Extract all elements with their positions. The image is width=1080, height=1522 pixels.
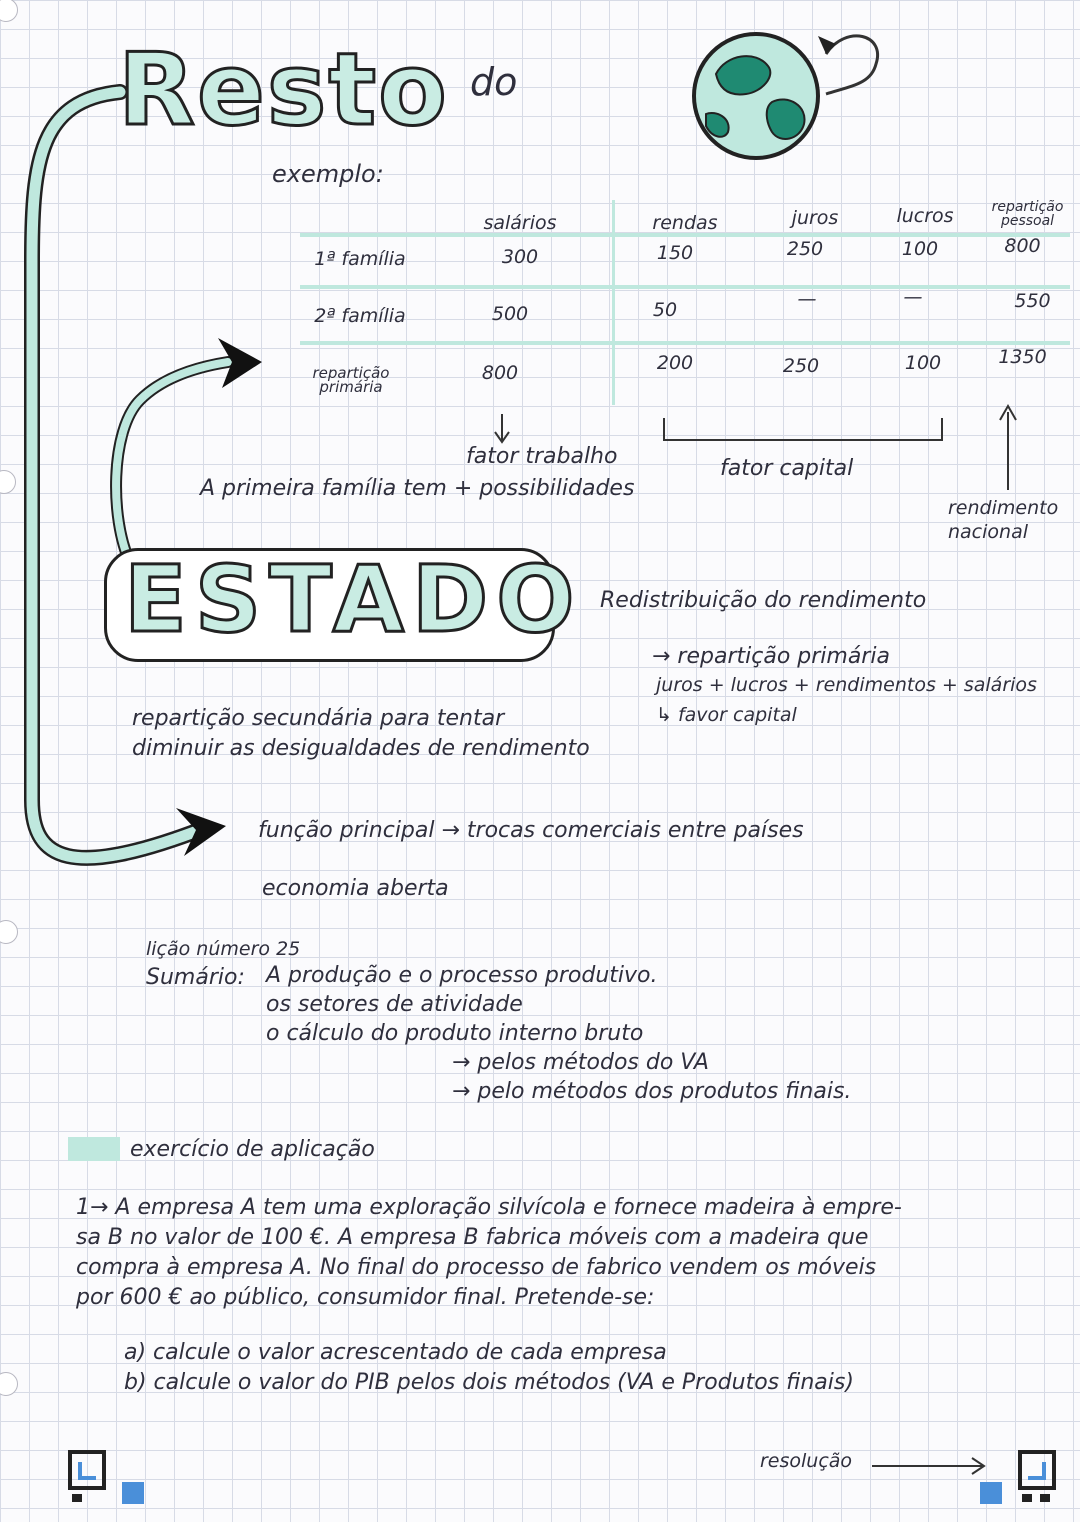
sumario-item: A produção e o processo produtivo. (266, 963, 658, 988)
title-do: do (470, 60, 518, 104)
table-cell: 250 (782, 355, 820, 377)
title-resto: Resto (118, 31, 449, 148)
sumario-item: os setores de atividade (266, 992, 523, 1017)
corner-marker-icon (978, 1450, 1058, 1506)
corner-marker-icon (68, 1450, 148, 1506)
row-label: 2ª família (314, 305, 406, 327)
table-cell: 800 (1004, 235, 1041, 257)
funcao-principal: função principal → trocas comerciais entre países (258, 818, 804, 843)
licao-numero: lição número 25 (146, 938, 301, 960)
row-label: repartição primária (312, 364, 390, 396)
redistribuicao-line: ↳ favor capital (656, 704, 797, 726)
row-label: 1ª família (314, 248, 406, 270)
sumario-item: → pelos métodos do VA (452, 1050, 709, 1075)
sumario-item: o cálculo do produto interno bruto (266, 1021, 644, 1046)
col-header: salários (483, 212, 557, 234)
title-estado: ESTADO (124, 546, 583, 653)
exercicio-line: compra à empresa A. No final do processo de fabrico vendem os móveis (76, 1255, 877, 1280)
economia-aberta: economia aberta (262, 876, 449, 901)
sumario-label: Sumário: (146, 965, 245, 990)
fator-capital: fator capital (720, 456, 854, 481)
table-cell: 50 (652, 299, 678, 321)
primeira-familia-note: A primeira família tem + possibilidades (200, 476, 635, 501)
table-cell: 250 (786, 238, 824, 260)
col-header: repartição pessoal (991, 199, 1064, 229)
table-cell: 100 (901, 238, 939, 260)
redistribuicao-title: Redistribuição do rendimento (600, 588, 927, 613)
fator-trabalho: fator trabalho (466, 444, 618, 469)
table-cell: 550 (1014, 290, 1051, 312)
reparticao-secundaria: repartição secundária para tentar (132, 706, 505, 731)
exercicio-question-b: b) calcule o valor do PIB pelos dois métodos (VA e Produtos finais) (124, 1370, 854, 1395)
rendimento-nacional: rendimento nacional (948, 497, 1059, 543)
redistribuicao-line: juros + lucros + rendimentos + salários (656, 674, 1037, 696)
exercicio-line: por 600 € ao público, consumidor final. Pretende-se: (76, 1285, 655, 1310)
exemplo-label: exemplo: (272, 160, 384, 188)
table-cell: 200 (656, 352, 694, 374)
table-cell: — (797, 288, 817, 310)
resolucao-label: resolução (760, 1450, 853, 1472)
exercicio-line: 1→ A empresa A tem uma exploração silvícola e fornece madeira à empre- (76, 1195, 902, 1220)
table-cell: — (903, 286, 923, 308)
exercicio-title: exercício de aplicação (130, 1137, 375, 1162)
table-cell: 1350 (998, 346, 1047, 368)
reparticao-secundaria: diminuir as desigualdades de rendimento (132, 736, 590, 761)
exercicio-highlight (68, 1137, 120, 1161)
col-header: rendas (652, 212, 718, 234)
redistribuicao-line: → repartição primária (652, 644, 890, 669)
arrow-right-icon (872, 1454, 992, 1478)
col-header: juros (791, 207, 839, 229)
table-cell: 800 (481, 362, 519, 384)
col-header: lucros (896, 205, 954, 227)
exercicio-line: sa B no valor de 100 €. A empresa B fabrica móveis com a madeira que (76, 1225, 869, 1250)
table-cell: 300 (501, 246, 539, 268)
sumario-item: → pelo métodos dos produtos finais. (452, 1079, 852, 1104)
table-cell: 100 (904, 352, 942, 374)
table-cell: 500 (491, 303, 529, 325)
exercicio-question-a: a) calcule o valor acrescentado de cada empresa (124, 1340, 667, 1365)
table-cell: 150 (656, 242, 694, 264)
